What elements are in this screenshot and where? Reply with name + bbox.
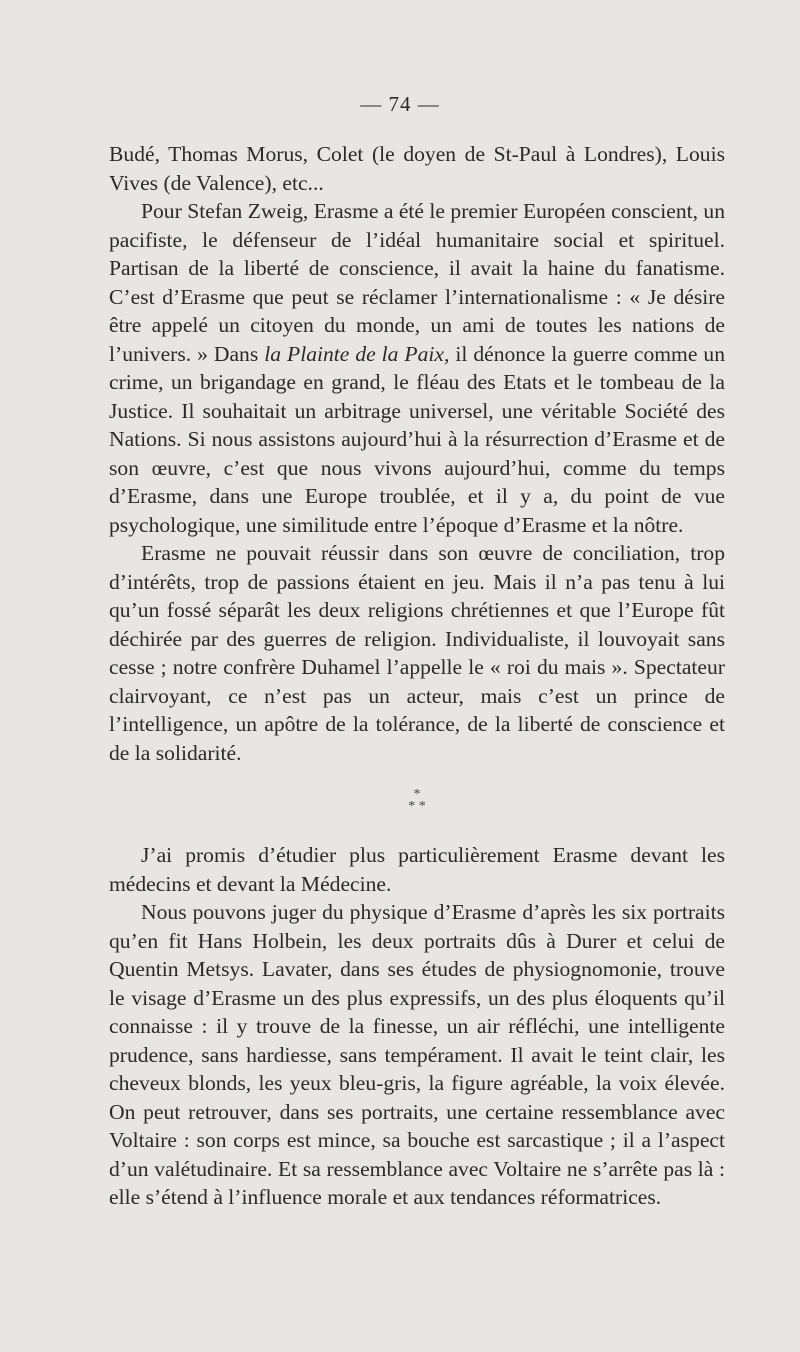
paragraph-2-end: il dénonce la guerre comme un crime, un brigandage en grand, le fléau des Etats et le tombeau de la Justice. Il souhaitait un arbitrage universel, une véritable Société des Nations. Si nous assistons aujourd’hui à la résurrection d’Erasme et de son œuvre, c’est que nous vivons aujourd’hui, comme du temps d’Erasme, dans une Europe troublée, et il y a, du point de vue psychologique, une similitude entre l’époque d’Erasme et la nôtre.	[109, 341, 725, 537]
asterisk-top: *	[413, 787, 421, 802]
italic-prefix: la	[264, 341, 287, 366]
section-separator	[109, 789, 725, 813]
paragraph-1: Budé, Thomas Morus, Colet (le doyen de St-Paul à Londres), Louis Vives (de Valence), etc...	[109, 142, 725, 195]
paragraph-4: J’ai promis d’étudier plus particulièrement Erasme devant les médecins et devant la Médecine.	[109, 843, 725, 896]
page-number: — 74 —	[360, 92, 440, 116]
paragraph-5: Nous pouvons juger du physique d’Erasme d’après les six portraits qu’en fit Hans Holbein, les deux portraits dûs à Durer et celui de Quentin Metsys. Lavater, dans ses études de physiognomonie, trouve le visage d’Erasme un des plus expressifs, un des plus éloquents qu’il connaisse : il y trouve de la finesse, un air réfléchi, une intelligente prudence, sans hardiesse, sans tempérament. Il avait le teint clair, les cheveux blonds, les yeux bleu-gris, la figure agréable, la voix élevée. On peut retrouver, dans ses portraits, une certaine ressemblance avec Voltaire : son corps est mince, sa bouche est sarcastique ; il a l’aspect d’un valétudinaire. Et sa ressemblance avec Voltaire ne s’arrête pas là : elle s’étend à l’influence morale et aux tendances réformatrices.	[109, 900, 725, 1209]
paragraph-3: Erasme ne pouvait réussir dans son œuvre de conciliation, trop d’intérêts, trop de passions étaient en jeu. Mais il n’a pas tenu à lui qu’un fossé séparât les deux religions chrétiennes et que l’Europe fût déchirée par des guerres de religion. Individualiste, il louvoyait sans cesse ; notre confrère Duhamel l’appelle le « roi du mais ». Spectateur clairvoyant, ce n’est pas un acteur, mais c’est un prince de l’intelligence, un apôtre de la tolérance, de la liberté de conscience et de la solidarité.	[109, 541, 725, 765]
work-title: Plainte de la Paix,	[287, 341, 450, 366]
paragraph-2	[109, 197, 725, 539]
asterisk-bottom: * *	[408, 799, 426, 814]
paragraph-2-start: Pour Stefan Zweig, Erasme a été le premier Européen conscient, un pacifiste, le défenseur de l’idéal humanitaire social et spirituel. Partisan de la liberté de conscience, il avait la haine du fanatisme. C’est d’Erasme que peut se réclamer l’internationalisme : « Je désire être appelé un citoyen du monde, un ami de toutes les nations de l’univers. » Dans	[109, 199, 726, 366]
body-text	[109, 140, 725, 1212]
